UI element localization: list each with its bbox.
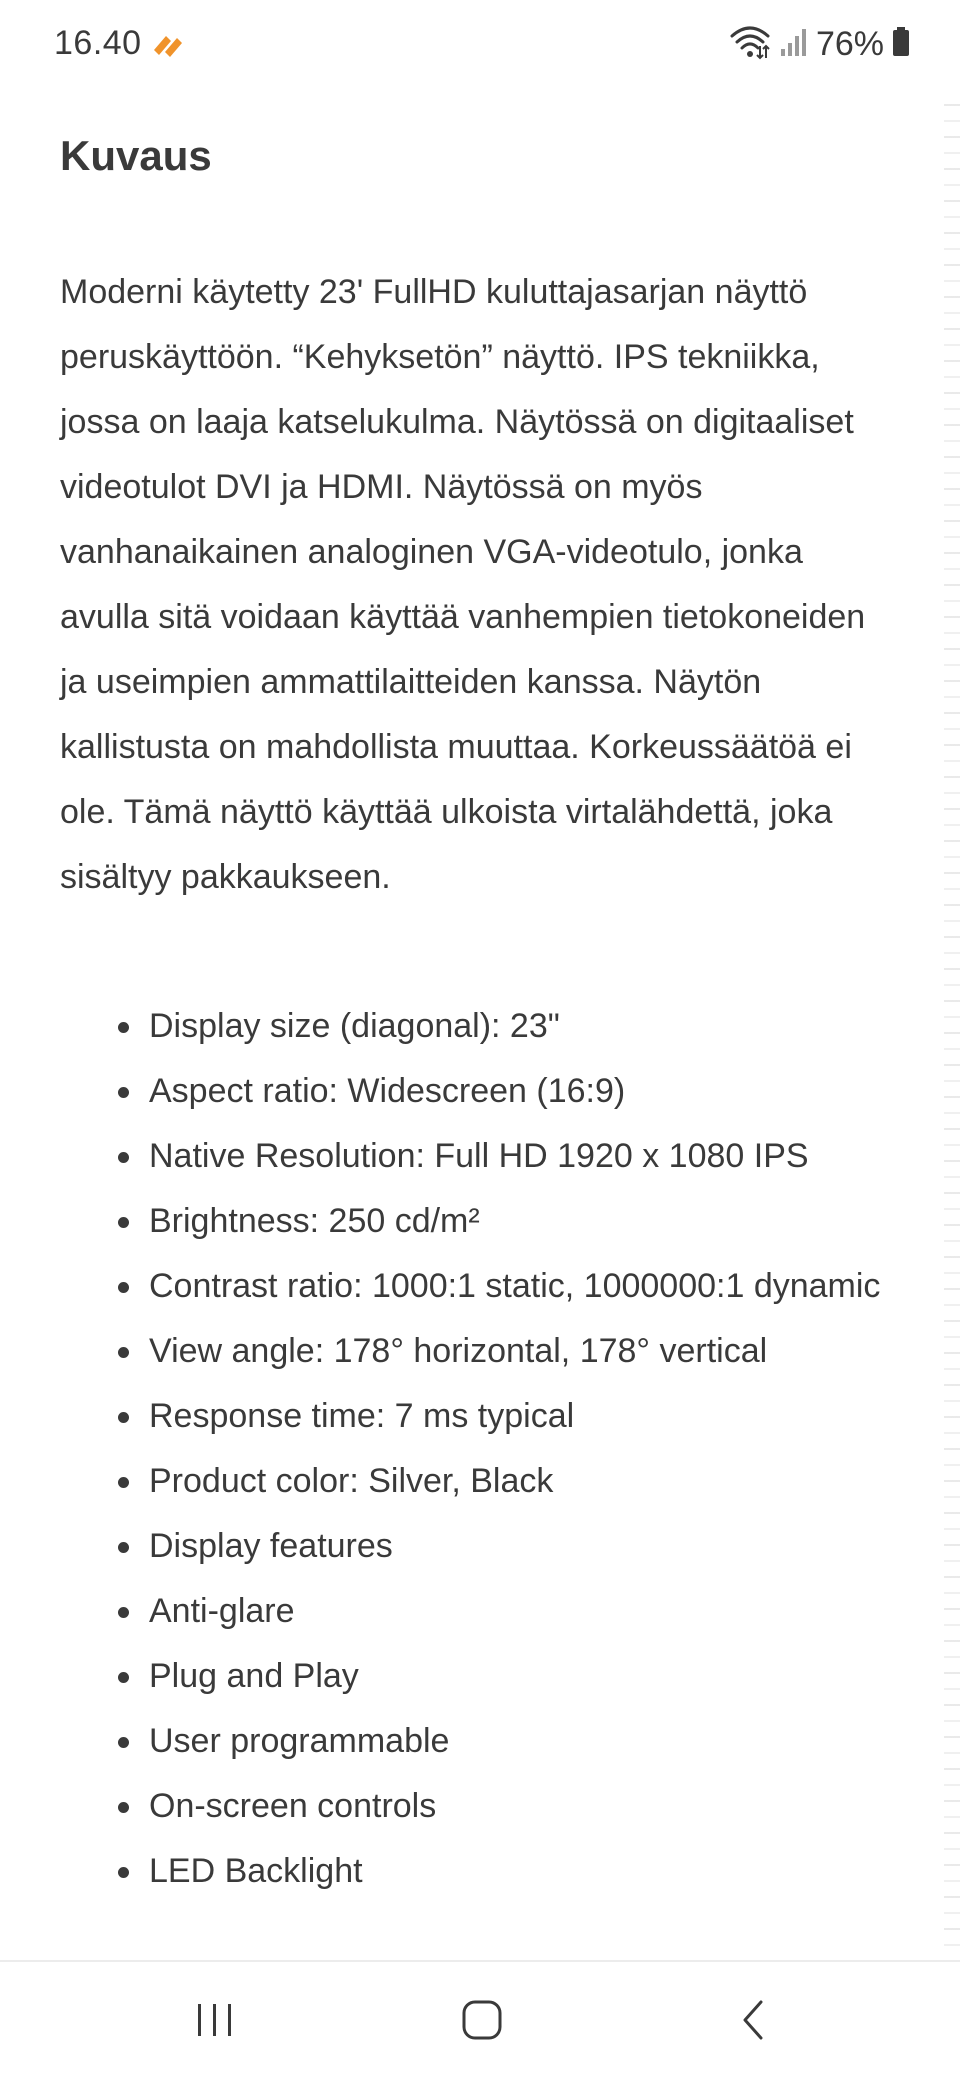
status-time: 16.40 [54, 24, 142, 62]
spec-text: Display size (diagonal): 23" [149, 1007, 560, 1045]
app-notification-icon [150, 28, 186, 60]
bullet [118, 1412, 129, 1423]
spec-item [60, 1839, 890, 1904]
spec-item [60, 1709, 890, 1774]
product-description-content[interactable] [0, 90, 960, 1960]
bullet [118, 1282, 129, 1293]
bullet [118, 1022, 129, 1033]
back-button[interactable] [702, 1982, 802, 2062]
home-icon [460, 1998, 504, 2047]
status-bar [0, 0, 960, 90]
bullet [118, 1867, 129, 1878]
spec-item [60, 1449, 890, 1514]
wifi-icon [728, 24, 772, 65]
bullet [118, 1087, 129, 1098]
description-text: Moderni käytetty 23' FullHD kuluttajasarjan näyttö peruskäyttöön. “Kehyksetön” näyttö. IPS tekniikka, jossa on laaja katselukulma. Näytössä on digitaaliset videotulot DVI ja HDMI. Näytössä on myös vanhanaikainen analoginen VGA-videotulo, jonka avulla sitä voidaan käyttää vanhempien tietokoneiden ja useimpien ammattilaitteiden kanssa. Näytön kallistusta on mahdollista muuttaa. Korkeussäätöä ei ole. Tämä näyttö käyttää ulkoista virtalähdettä, joka sisältyy pakkaukseen. [60, 273, 866, 896]
spec-text: Plug and Play [149, 1657, 359, 1695]
spec-item [60, 1254, 890, 1319]
bullet [118, 1217, 129, 1228]
cellular-signal-icon [780, 27, 808, 62]
spec-item [60, 1059, 890, 1124]
spec-text: Response time: 7 ms typical [149, 1397, 575, 1435]
bullet [118, 1152, 129, 1163]
recents-icon [193, 2000, 237, 2045]
back-icon [737, 1998, 767, 2047]
spec-text: Aspect ratio: Widescreen (16:9) [149, 1072, 626, 1110]
spec-item [60, 994, 890, 1059]
spec-text: Brightness: 250 cd/m² [149, 1202, 480, 1240]
spec-item [60, 1384, 890, 1449]
spec-text: Native Resolution: Full HD 1920 x 1080 IPS [149, 1137, 809, 1175]
spec-item [60, 1644, 890, 1709]
spec-text: View angle: 178° horizontal, 178° vertical [149, 1332, 768, 1370]
spec-item [60, 1124, 890, 1189]
bullet [118, 1737, 129, 1748]
battery-icon [892, 27, 910, 62]
bullet [118, 1607, 129, 1618]
status-icons [728, 24, 910, 64]
bullet [118, 1672, 129, 1683]
bullet [118, 1347, 129, 1358]
spec-item [60, 1514, 890, 1579]
spec-text: On-screen controls [149, 1787, 437, 1825]
spec-item [60, 1774, 890, 1839]
recents-button[interactable] [165, 1982, 265, 2062]
spec-text: LED Backlight [149, 1852, 363, 1890]
spec-item [60, 1319, 890, 1384]
spec-text: Display features [149, 1527, 393, 1565]
battery-percentage: 76% [815, 24, 884, 63]
bullet [118, 1477, 129, 1488]
spec-item [60, 1189, 890, 1254]
spec-item [60, 1579, 890, 1644]
home-button[interactable] [432, 1982, 532, 2062]
spec-text: Anti-glare [149, 1592, 295, 1630]
section-title: Kuvaus [60, 132, 212, 179]
spec-text: Contrast ratio: 1000:1 static, 1000000:1 dynamic [149, 1267, 881, 1305]
navigation-bar [0, 1960, 960, 2080]
bullet [118, 1802, 129, 1813]
scroll-indicator[interactable] [944, 90, 960, 1960]
bullet [118, 1542, 129, 1553]
spec-list [60, 994, 890, 1904]
spec-text: User programmable [149, 1722, 450, 1760]
spec-text: Product color: Silver, Black [149, 1462, 554, 1500]
